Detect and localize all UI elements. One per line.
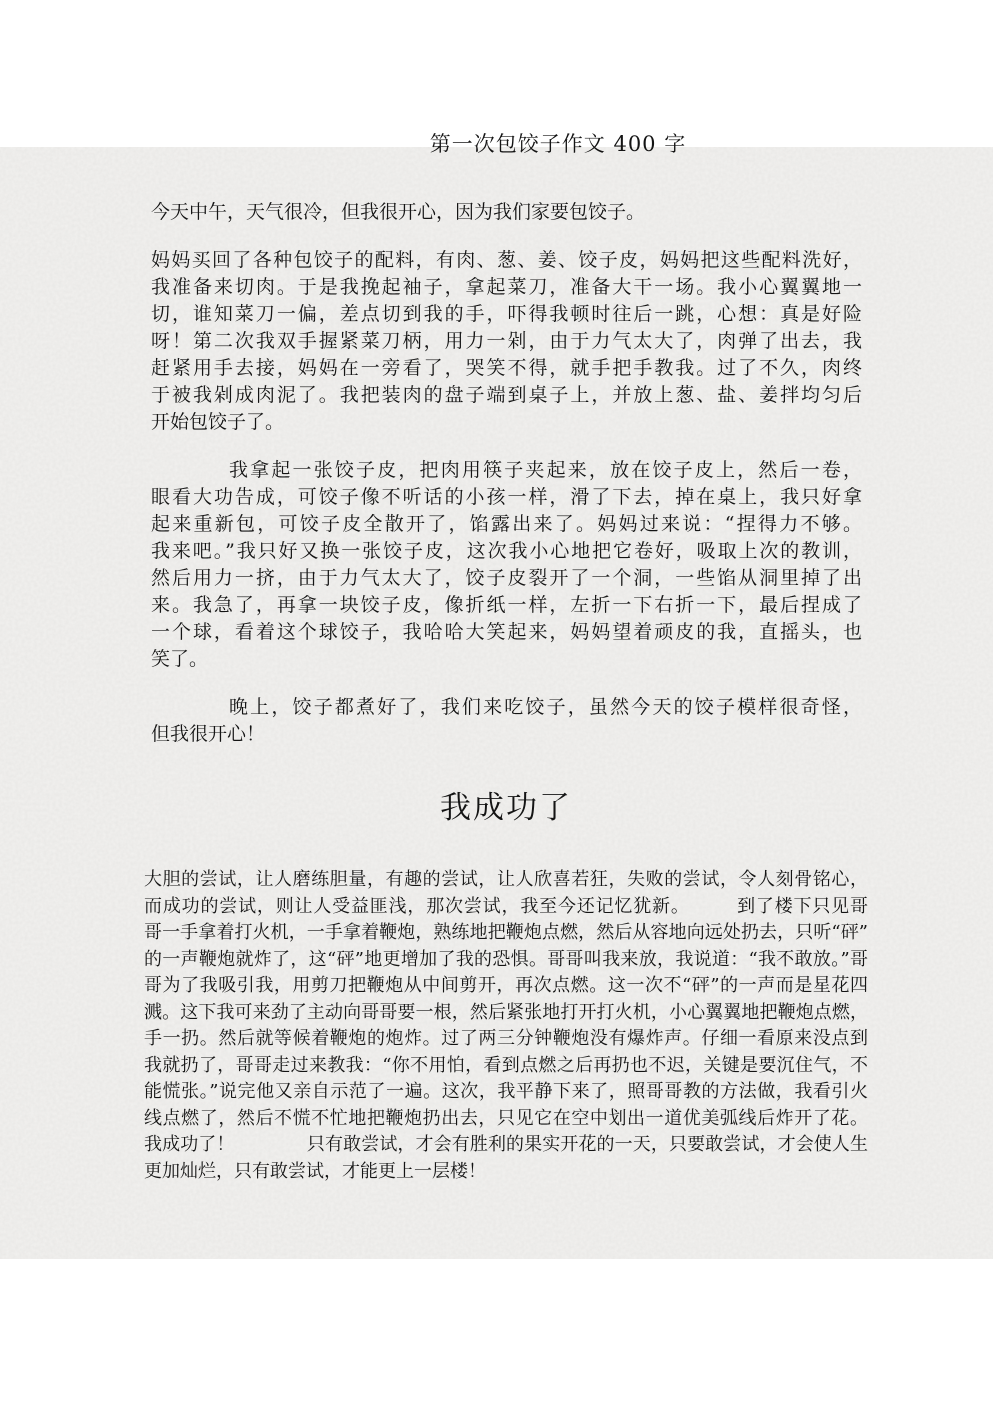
- text-line: 于被我剁成肉泥了。我把装肉的盘子端到桌子上，并放上葱、盐、姜拌均匀后: [151, 384, 862, 406]
- text-line: 眼看大功告成，可饺子像不听话的小孩一样，滑了下去，掉在桌上，我只好拿: [151, 486, 862, 508]
- text-line: 线点燃了，然后不慌不忙地把鞭炮扔出去，只见它在空中划出一道优美弧线后炸开了花。: [144, 1107, 868, 1129]
- text-line: 起来重新包，可饺子皮全散开了，馅露出来了。妈妈过来说：“捏得力不够。: [151, 513, 862, 535]
- text-line: 我拿起一张饺子皮，把肉用筷子夹起来，放在饺子皮上，然后一卷，: [229, 459, 862, 481]
- text-line: 我就扔了，哥哥走过来教我：“你不用怕，看到点燃之后再扔也不迟，关键是要沉住气，不: [144, 1054, 868, 1076]
- text-line: 晚上，饺子都煮好了，我们来吃饺子，虽然今天的饺子模样很奇怪，: [229, 696, 862, 718]
- text-line: 今天中午，天气很冷，但我很开心，因为我们家要包饺子。: [151, 201, 646, 223]
- text-line: 呀！第二次我双手握紧菜刀柄，用力一剁，由于力气太大了，肉弹了出去，我: [151, 330, 862, 352]
- text-line: 赶紧用手去接，妈妈在一旁看了，哭笑不得，就手把手教我。过了不久，肉终: [151, 357, 862, 379]
- text-line: 但我很开心！: [151, 723, 266, 745]
- text-line: 能慌张。”说完他又亲自示范了一遍。这次，我平静下来了，照哥哥教的方法做，我看引火: [144, 1081, 868, 1102]
- essay1-title: 第一次包饺子作文 400 字: [429, 132, 687, 156]
- text-line: 溅。这下我可来劲了主动向哥哥要一根，然后紧张地打开打火机，小心翼翼地把鞭炮点燃，: [144, 1001, 868, 1023]
- document-content: [144, 0, 868, 1185]
- text-line: 的一声鞭炮就炸了，这“砰”地更增加了我的恐惧。哥哥叫我来放，我说道：“我不敢放。”哥: [144, 948, 868, 970]
- text-line: 切，谁知菜刀一偏，差点切到我的手，吓得我顿时往后一跳，心想：真是好险: [151, 303, 862, 325]
- essay2-body: [144, 867, 868, 1185]
- text-line: 手一扔。然后就等候着鞭炮的炮炸。过了两三分钟鞭炮没有爆炸声。仔细一看原来没点到: [144, 1028, 868, 1049]
- text-line: 一个球，看着这个球饺子，我哈哈大笑起来，妈妈望着顽皮的我，直摇头，也: [151, 621, 862, 643]
- text-line: 我准备来切肉。于是我挽起袖子，拿起菜刀，准备大干一场。我小心翼翼地一: [151, 276, 862, 298]
- text-line: 来。我急了，再拿一块饺子皮，像折纸一样，左折一下右折一下，最后捏成了: [151, 594, 862, 616]
- text-line: 笑了。: [151, 648, 209, 670]
- text-line: 大胆的尝试，让人磨练胆量，有趣的尝试，让人欣喜若狂，失败的尝试，令人刻骨铭心，: [144, 869, 868, 890]
- text-line: 哥为了我吸引我，用剪刀把鞭炮从中间剪开，再次点燃。这一次不“砰”的一声而是星花四: [144, 975, 868, 996]
- text-line: 更加灿烂，只有敢尝试，才能更上一层楼！: [144, 1160, 486, 1182]
- paragraph: [144, 867, 868, 1185]
- essay1-body: [144, 199, 868, 748]
- text-line: 开始包饺子了。: [151, 411, 285, 433]
- text-line: 妈妈买回了各种包饺子的配料，有肉、葱、姜、饺子皮，妈妈把这些配料洗好，: [151, 249, 862, 271]
- paragraph: [151, 457, 862, 673]
- text-line: 而成功的尝试，则让人受益匪浅，那次尝试，我至今还记忆犹新。 到了楼下只见哥: [144, 895, 868, 917]
- text-line: 我来吧。”我只好又换一张饺子皮，这次我小心地把它卷好，吸取上次的教训，: [151, 540, 862, 562]
- text-line: 然后用力一挤，由于力气太大了，饺子皮裂开了一个洞，一些馅从洞里掉了出: [151, 567, 862, 589]
- text-line: 我成功了！ 只有敢尝试，才会有胜利的果实开花的一天，只要敢尝试，才会使人生: [144, 1134, 868, 1155]
- essay2-title: 我成功了: [440, 790, 572, 826]
- paragraph: [151, 247, 862, 436]
- paragraph: [151, 199, 862, 226]
- text-line: 哥一手拿着打火机，一手拿着鞭炮，熟练地把鞭炮点燃，然后从容地向远处扔去，只听“砰”: [144, 922, 868, 943]
- paragraph: [151, 694, 862, 748]
